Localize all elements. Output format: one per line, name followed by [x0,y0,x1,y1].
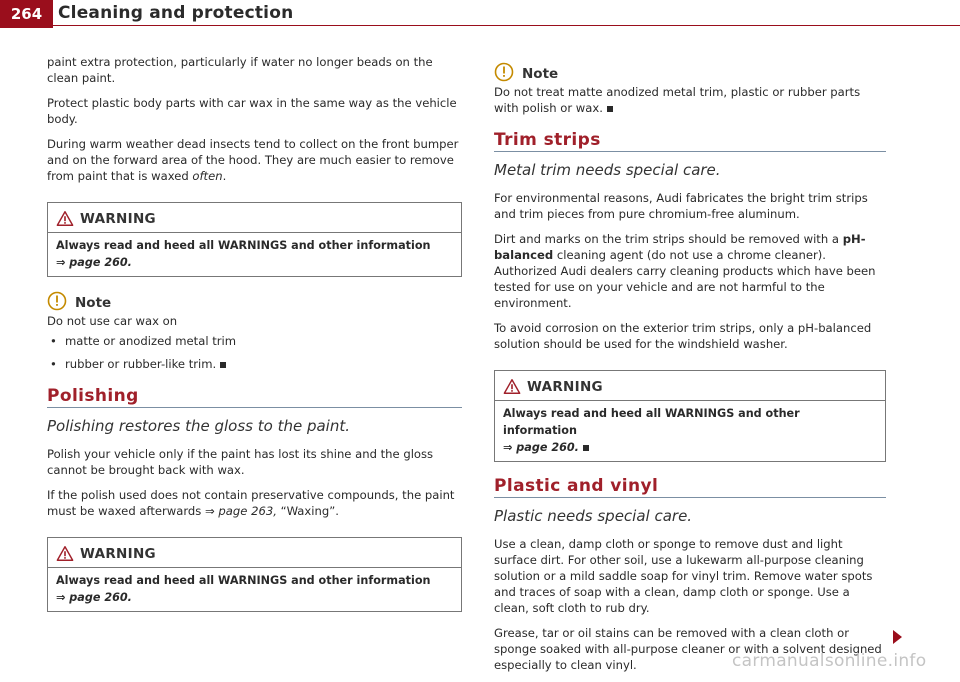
warning-header [48,203,461,233]
warning-header [495,371,885,401]
warning-box [47,202,462,277]
note-header [494,62,886,82]
paragraph: During warm weather dead insects tend to collect on the front bumper and on the forward area of the hood. They are much easier to remove from paint that is waxed often. [47,137,459,183]
continue-arrow-icon [893,630,902,644]
paragraph: To avoid corrosion on the exterior trim strips, only a pH-balanced solution should be used for the windshield washer. [494,321,872,351]
paragraph: For environmental reasons, Audi fabricates the bright trim strips and trim pieces from pure chromium-free aluminum. [494,191,868,221]
end-mark-icon [583,445,589,451]
paragraph: Grease, tar or oil stains can be removed with a clean cloth or sponge soaked with all-purpose cleaner or with a solvent designed especially to clean vinyl. [494,626,882,672]
emphasis: often [192,169,223,183]
warning-text: Always read and heed all WARNINGS and other information ⇒ page 260. [56,239,431,269]
page-reference-link[interactable]: page 263, [218,504,277,518]
page-header [0,0,960,34]
warning-text: Always read and heed all WARNINGS and other information ⇒ page 260. [503,407,800,454]
page-reference-link[interactable]: ⇒ page 260. [503,441,579,454]
page-reference-link[interactable]: ⇒ page 260. [56,256,132,269]
warning-text: Always read and heed all WARNINGS and other information ⇒ page 260. [56,574,431,604]
section-heading: Trim strips [494,132,886,152]
section-subtitle: Metal trim needs special care. [494,161,721,179]
paragraph: Polish your vehicle only if the paint has lost its shine and the gloss cannot be brought back with wax. [47,447,434,477]
paragraph: Dirt and marks on the trim strips should be removed with a pH-balanced cleaning agent (do not use a chrome cleaner). Authorized Audi dealers carry cleaning products which have been tested for use on your vehicle and are not harmful to the environment. [494,232,876,310]
section-heading: Polishing [47,388,462,408]
note-header [47,291,462,311]
warning-box [47,537,462,612]
paragraph: Protect plastic body parts with car wax in the same way as the vehicle body. [47,96,457,126]
header-rule [53,25,960,26]
note-circle-exclamation-icon [47,291,67,311]
warning-triangle-icon [56,210,74,227]
warning-title: WARNING [80,545,156,562]
warning-title: WARNING [527,378,603,395]
note-intro: Do not use car wax on [47,314,178,328]
end-mark-icon [607,106,613,112]
paragraph: Use a clean, damp cloth or sponge to remove dust and light surface dirt. For other soil, use a lukewarm all-purpose cleaning solution or a mild saddle soap for vinyl trim. Remove water spots and traces of soap with a clean, damp cloth or sponge. Use a clean, soft cloth to rub dry. [494,537,873,615]
paragraph: If the polish used does not contain preservative compounds, the paint must be waxed afterwards ⇒ page 263, “Waxing”. [47,488,455,518]
page-reference-link[interactable]: ⇒ page 260. [56,591,132,604]
section-subtitle: Polishing restores the gloss to the paint. [47,417,350,435]
warning-header [48,538,461,568]
page-number: 264 [0,0,53,28]
list-item: • rubber or rubber-like trim. [47,356,462,372]
bold-term: pH-balanced [494,232,866,262]
paragraph: Do not treat matte anodized metal trim, plastic or rubber parts with polish or wax. [494,85,861,115]
warning-triangle-icon [56,545,74,562]
watermark: carmanualsonline.info [732,651,927,671]
left-column [47,54,462,626]
note-circle-exclamation-icon [494,62,514,82]
warning-box [494,370,886,462]
note-title: Note [75,295,112,311]
right-column [494,54,886,682]
warning-triangle-icon [503,378,521,395]
note-list [47,333,462,372]
end-mark-icon [220,362,226,368]
paragraph: paint extra protection, particularly if water no longer beads on the clean paint. [47,55,433,85]
section-subtitle: Plastic needs special care. [494,507,693,525]
note-title: Note [522,66,559,82]
warning-title: WARNING [80,210,156,227]
chapter-title: Cleaning and protection [58,3,294,23]
list-item: • matte or anodized metal trim [47,333,462,349]
section-heading: Plastic and vinyl [494,478,886,498]
